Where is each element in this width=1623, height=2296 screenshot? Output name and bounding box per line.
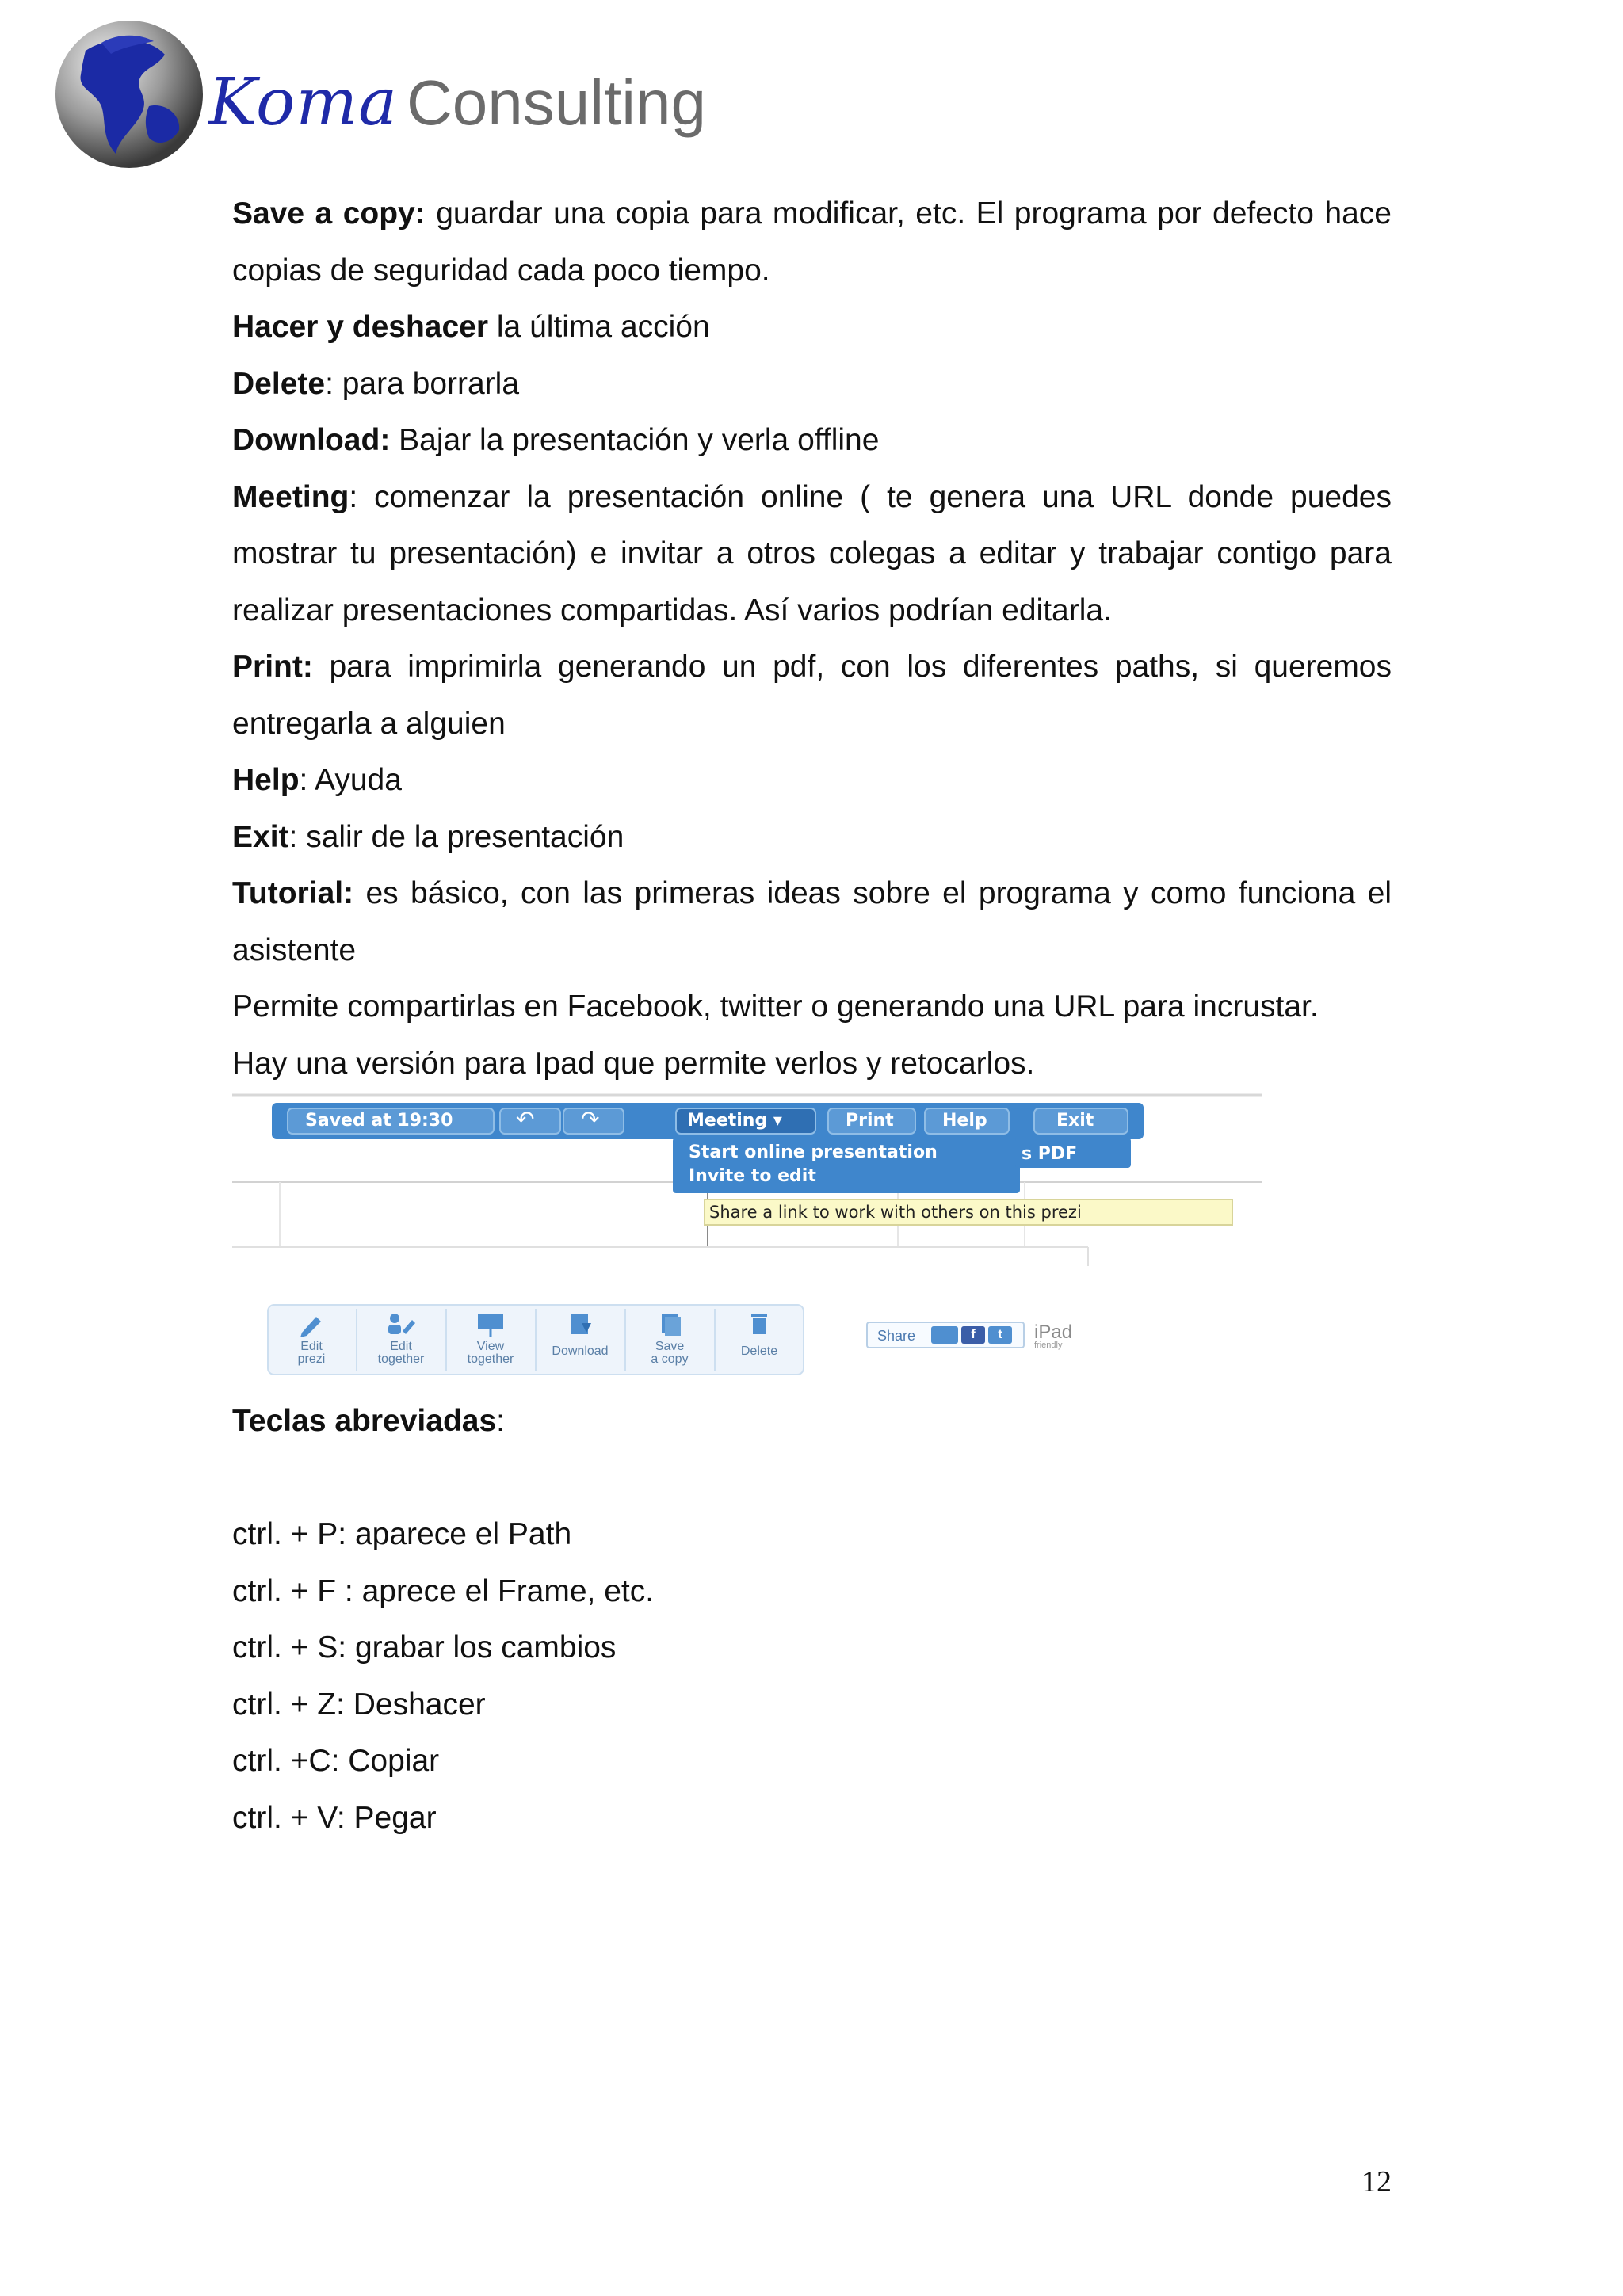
definition: es básico, con las primeras ideas sobre el programa y como funciona el asistente xyxy=(232,876,1392,967)
button-label-line1: Edit xyxy=(390,1340,412,1353)
term: Print: xyxy=(232,650,313,684)
term: Exit xyxy=(232,819,289,854)
term: Hacer y deshacer xyxy=(232,310,489,344)
definition: : Ayuda xyxy=(299,763,402,797)
share-widget[interactable] xyxy=(866,1322,1025,1348)
definition: Permite compartirlas en Facebook, twitter o generando una URL para incrustar. xyxy=(232,990,1319,1024)
paragraph-tutorial xyxy=(232,865,1392,978)
button-label-line1: View xyxy=(476,1340,505,1353)
paragraph-ipad xyxy=(232,1035,1392,1093)
help-button[interactable]: Help xyxy=(942,1111,987,1131)
definition: la última acción xyxy=(488,310,710,344)
shortcut-item: ctrl. + P: aparece el Path xyxy=(232,1517,572,1551)
email-icon[interactable] xyxy=(931,1326,958,1344)
shortcut-item: ctrl. + S: grabar los cambios xyxy=(232,1630,617,1665)
save-a-copy-button[interactable] xyxy=(625,1304,714,1372)
ipad-label: iPad xyxy=(1034,1322,1073,1343)
definition: Bajar la presentación y verla offline xyxy=(390,423,880,457)
button-label-line2: together xyxy=(467,1352,514,1366)
term: Tutorial: xyxy=(232,876,354,910)
document-body xyxy=(232,185,1392,1092)
definition: : comenzar la presentación online ( te genera una URL donde puedes mostrar tu presentación) e invitar a otros colegas a editar y trabajar contigo para realizar presentaciones compartidas. Así varios podrían editarla. xyxy=(232,479,1392,627)
shortcuts-heading xyxy=(232,1393,505,1450)
paragraph-delete xyxy=(232,356,1392,413)
pencil-icon xyxy=(296,1310,327,1339)
view-together-button[interactable] xyxy=(446,1304,535,1372)
tooltip-share-link: Share a link to work with others on this prezi xyxy=(709,1203,1082,1222)
copy-document-icon xyxy=(654,1310,685,1339)
meeting-button[interactable]: Meeting ▾ xyxy=(687,1111,782,1131)
button-label-line2: prezi xyxy=(297,1352,326,1366)
edit-prezi-button[interactable] xyxy=(267,1304,356,1372)
globe-icon xyxy=(54,19,204,170)
definition: Hay una versión para Ipad que permite verlos y retocarlos. xyxy=(232,1046,1035,1081)
paragraph-print xyxy=(232,639,1392,752)
menu-item-start-online-presentation[interactable]: Start online presentation xyxy=(689,1142,938,1162)
button-label-line1: Edit xyxy=(300,1340,323,1353)
download-icon xyxy=(564,1310,596,1339)
download-button[interactable] xyxy=(536,1304,624,1372)
term: Help xyxy=(232,763,300,797)
prezi-screenshot xyxy=(232,1092,1262,1377)
paragraph-share xyxy=(232,978,1392,1035)
facebook-icon[interactable]: f xyxy=(961,1326,985,1344)
heading-term: Teclas abreviadas xyxy=(232,1404,497,1438)
button-label-line1: Save xyxy=(655,1340,685,1353)
logo-consulting-text: Consulting xyxy=(407,67,707,138)
term: Download: xyxy=(232,423,391,457)
users-pencil-icon xyxy=(385,1310,417,1339)
shortcut-item: ctrl. +C: Copiar xyxy=(232,1744,440,1778)
undo-icon[interactable]: ↶ xyxy=(516,1106,535,1132)
redo-icon[interactable]: ↷ xyxy=(581,1106,600,1132)
twitter-icon[interactable]: t xyxy=(988,1326,1012,1344)
paragraph-meeting xyxy=(232,469,1392,639)
company-logo xyxy=(48,14,761,165)
paragraph-help xyxy=(232,752,1392,809)
term: Delete xyxy=(232,366,326,401)
button-label-line1: Delete xyxy=(740,1344,778,1358)
shortcut-item: ctrl. + Z: Deshacer xyxy=(232,1687,486,1722)
page-number: 12 xyxy=(1361,2165,1392,2199)
shortcuts-list xyxy=(232,1506,654,1846)
menu-item-invite-to-edit[interactable]: Invite to edit xyxy=(689,1166,816,1186)
paragraph-hacer-deshacer xyxy=(232,299,1392,356)
ipad-friendly-label: friendly xyxy=(1034,1341,1063,1350)
heading-colon: : xyxy=(496,1404,506,1438)
definition: para imprimirla generando un pdf, con los diferentes paths, si queremos entregarla a alguien xyxy=(232,650,1392,741)
paragraph-exit xyxy=(232,809,1392,866)
presentation-screen-icon xyxy=(475,1310,506,1339)
shortcut-item: ctrl. + V: Pegar xyxy=(232,1800,437,1835)
button-label-line2: together xyxy=(377,1352,425,1366)
trash-icon xyxy=(743,1310,775,1339)
definition: : salir de la presentación xyxy=(288,819,624,854)
exit-button[interactable]: Exit xyxy=(1056,1111,1094,1131)
button-label-line1: Download xyxy=(552,1344,609,1358)
saved-status-label: Saved at 19:30 xyxy=(305,1111,453,1131)
share-label: Share xyxy=(877,1328,916,1344)
logo-koma-text: Koma xyxy=(208,65,399,140)
button-label-line2: a copy xyxy=(651,1352,689,1366)
paragraph-download xyxy=(232,412,1392,469)
edit-together-button[interactable] xyxy=(357,1304,445,1372)
term: Save a copy: xyxy=(232,196,426,231)
term: Meeting xyxy=(232,479,349,514)
print-button[interactable]: Print xyxy=(846,1111,894,1131)
definition: : para borrarla xyxy=(325,366,520,401)
paragraph-save-a-copy xyxy=(232,185,1392,299)
delete-button[interactable] xyxy=(715,1304,804,1372)
shortcut-item: ctrl. + F : aprece el Frame, etc. xyxy=(232,1573,655,1608)
definition: guardar una copia para modificar, etc. El programa por defecto hace copias de seguridad cada poco tiempo. xyxy=(232,196,1392,288)
pdf-menu-fragment[interactable]: s PDF xyxy=(1022,1144,1078,1164)
